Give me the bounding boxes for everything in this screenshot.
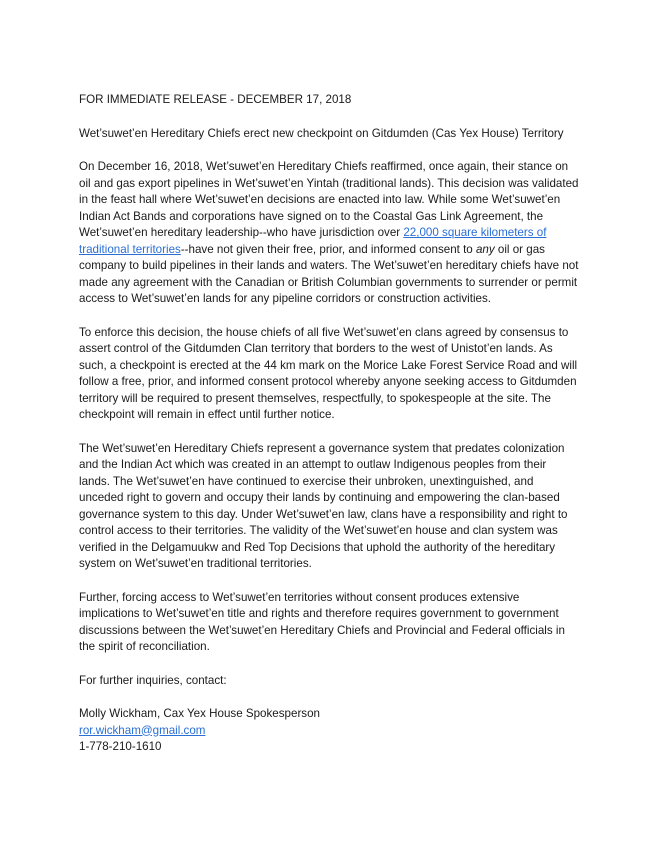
para1-emphasis: any (475, 242, 495, 256)
para1-text-end: oil or gas company to build pipelines in their lands and waters. The Wet’suwet’en hereditary chiefs have not made any agreement with the Canadian or British Columbian governments to surrender or permit access to Wet’suwet’en lands for any pipeline corridors or construction activities. (79, 242, 579, 305)
release-header: FOR IMMEDIATE RELEASE - DECEMBER 17, 2018 (79, 93, 352, 106)
paragraph-4: Further, forcing access to Wet’suwet’en territories without consent produces extensive implications to Wet’suwet’en title and rights and therefore requires government to government discussions between the Wet’suwet’en Hereditary Chiefs and Provincial and Federal officials in the spirit of reconciliation. (79, 590, 565, 653)
press-release-document (79, 92, 579, 756)
contact-email-link[interactable]: ror.wickham@gmail.com (79, 723, 206, 737)
contact-block (79, 706, 579, 756)
para1-text-start: On December 16, 2018, Wet’suwet’en Hereditary Chiefs reaffirmed, once again, their stance on oil and gas export pipelines in Wet’suwet’en Yintah (traditional lands). This decision was validated in the feast hall where Wet’suwet’en decisions are enacted into law. While some Wet’suwet’en Indian Act Bands and corporations have signed on to the Coastal Gas Link Agreement, the Wet’suwet’en hereditary leadership--who have jurisdiction over (79, 160, 579, 239)
paragraph-1 (79, 159, 579, 308)
para1-text-mid: --have not given their free, prior, and informed consent to (180, 242, 476, 256)
territories-link[interactable]: 22,000 square kilometers of traditional territories (79, 226, 547, 256)
headline: Wet’suwet’en Hereditary Chiefs erect new checkpoint on Gitdumden (Cas Yex House) Territory (79, 126, 564, 140)
contact-phone: 1-778-210-1610 (79, 740, 162, 753)
contact-name: Molly Wickham, Cax Yex House Spokesperson (79, 707, 320, 720)
inquiries-line: For further inquiries, contact: (79, 673, 227, 687)
paragraph-3: The Wet’suwet’en Hereditary Chiefs represent a governance system that predates colonization and the Indian Act which was created in an attempt to outlaw Indigenous peoples from their lands. The Wet’suwet’en have continued to exercise their unbroken, unextinguished, and unceded right to govern and occupy their lands by continuing and empowering the clan-based governance system to this day. Under Wet’suwet’en law, clans have a responsibility and right to control access to their territories. The validity of the Wet’suwet’en house and clan system was verified in the Delgamuukw and Red Top Decisions that uphold the authority of the hereditary system on Wet’suwet’en traditional territories. (79, 441, 568, 570)
paragraph-2: To enforce this decision, the house chiefs of all five Wet’suwet’en clans agreed by consensus to assert control of the Gitdumden Clan territory that borders to the west of Unistot’en lands. As such, a checkpoint is erected at the 44 km mark on the Morice Lake Forest Service Road and will follow a free, prior, and informed consent protocol whereby anyone seeking access to Gitdumden territory will be required to present themselves, respectfully, to spokespeople at the site. The checkpoint will remain in effect until further notice. (79, 325, 578, 421)
